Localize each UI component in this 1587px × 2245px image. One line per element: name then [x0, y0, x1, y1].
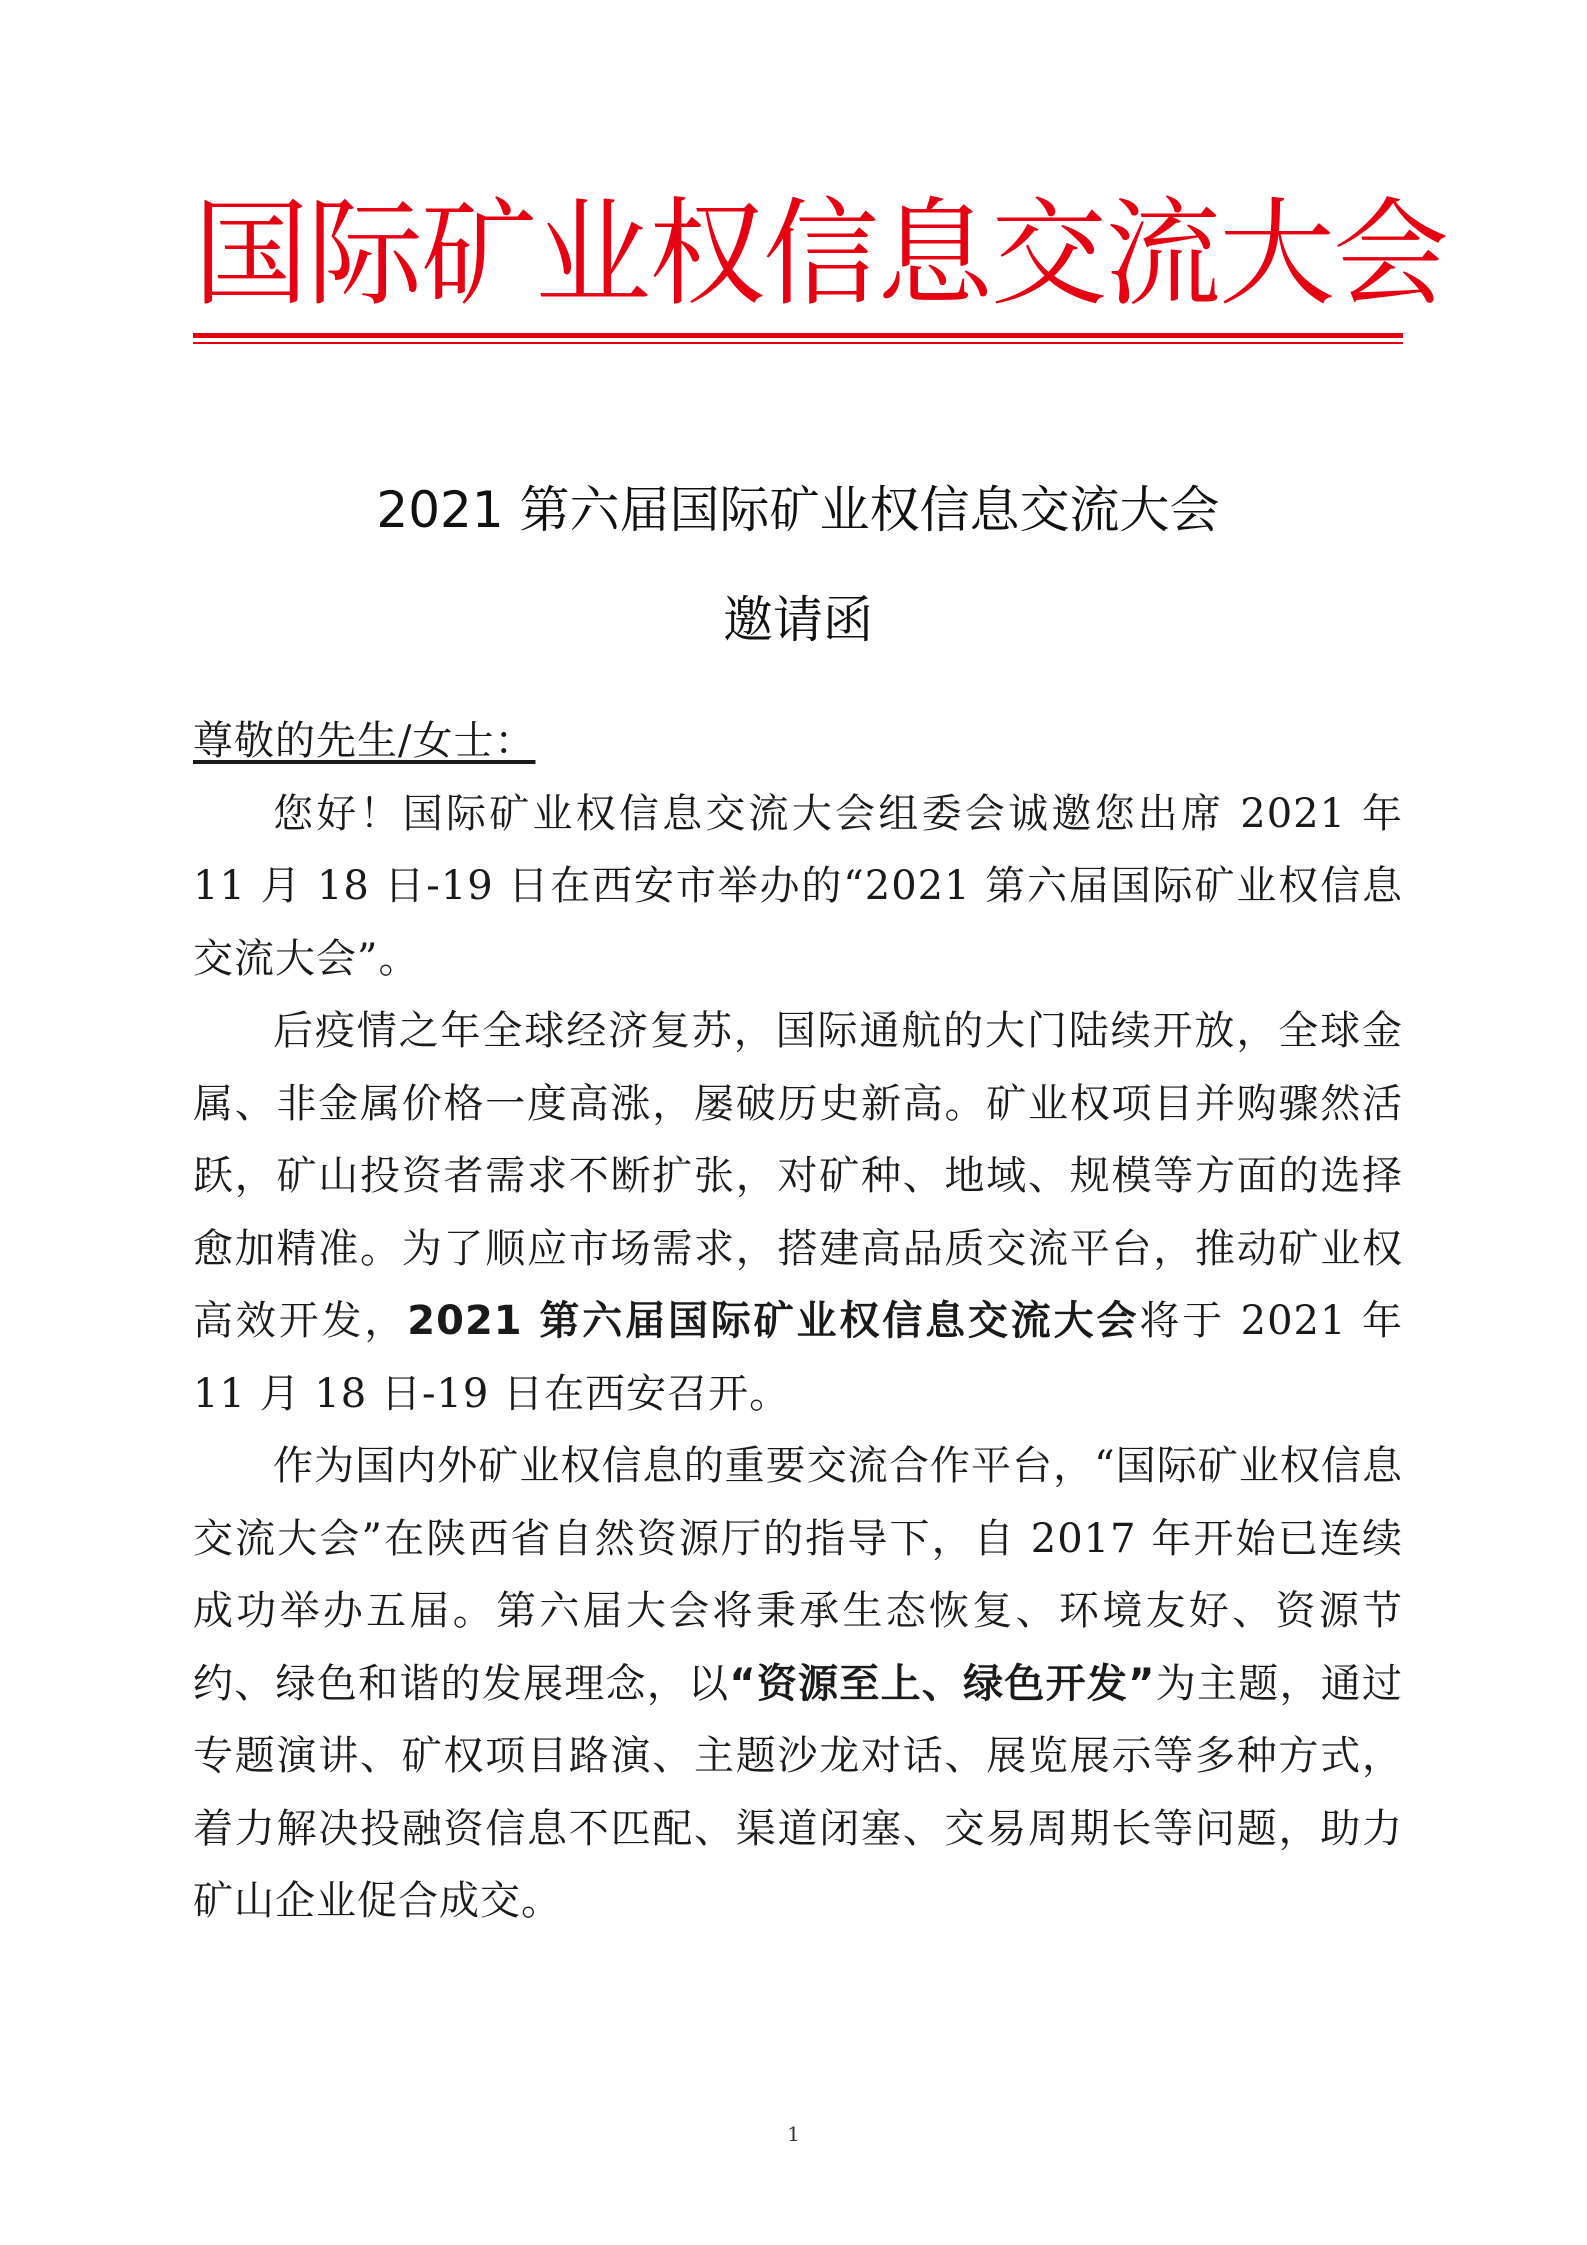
paragraph-background-bold: 2021 第六届国际矿业权信息交流大会	[407, 1298, 1140, 1344]
document-body	[193, 705, 1403, 1938]
salutation	[193, 705, 1403, 778]
paragraph-background-text: 后疫情之年全球经济复苏，国际通航的大门陆续开放，全球金属、非金属价格一度高涨，屡破历史新高。矿业权项目并购骤然活跃，矿山投资者需求不断扩张，对矿种、地域、规模等方面的选择愈加精准。为了顺应市场需求，搭建高品质交流平台，推动矿业权高效开发，	[193, 1008, 1403, 1344]
masthead-title: 国际矿业权信息交流大会	[193, 187, 1447, 322]
salutation-text: 尊敬的先生/女士	[193, 718, 495, 764]
paragraph-theme-text: 作为国内外矿业权信息的重要交流合作平台，“国际矿业权信息交流大会”在陕西省自然资源厅的指导下，自 2017 年开始已连续成功举办五届。第六届大会将秉承生态恢复、环境友好、资源节约、绿色和谐的发展理念，以	[193, 1443, 1403, 1707]
paragraph-greeting-text: 您好！国际矿业权信息交流大会组委会诚邀您出席 2021 年 11 月 18 日-19 日在西安市举办的“2021 第六届国际矿业权信息交流大会”。	[193, 790, 1403, 982]
paragraph-theme	[193, 1430, 1403, 1938]
masthead-rule-thick	[193, 333, 1403, 338]
page-number: 1	[787, 2122, 800, 2146]
masthead-rule-thin	[193, 342, 1403, 344]
paragraph-background	[193, 995, 1403, 1430]
document-subtitle: 邀请函	[723, 591, 873, 649]
paragraph-greeting	[193, 778, 1403, 996]
paragraph-background-tail: 将于 2021 年 11 月 18 日-19 日在西安召开。	[193, 1298, 1404, 1417]
paragraph-theme-bold: “资源至上、绿色开发”	[729, 1660, 1156, 1707]
salutation-colon: ：	[494, 718, 536, 764]
paragraph-theme-tail: 为主题，通过专题演讲、矿权项目路演、主题沙龙对话、展览展示等多种方式，着力解决投融资信息不匹配、渠道闭塞、交易周期长等问题，助力矿山企业促合成交。	[193, 1660, 1404, 1924]
document-title: 2021 第六届国际矿业权信息交流大会	[376, 481, 1220, 539]
